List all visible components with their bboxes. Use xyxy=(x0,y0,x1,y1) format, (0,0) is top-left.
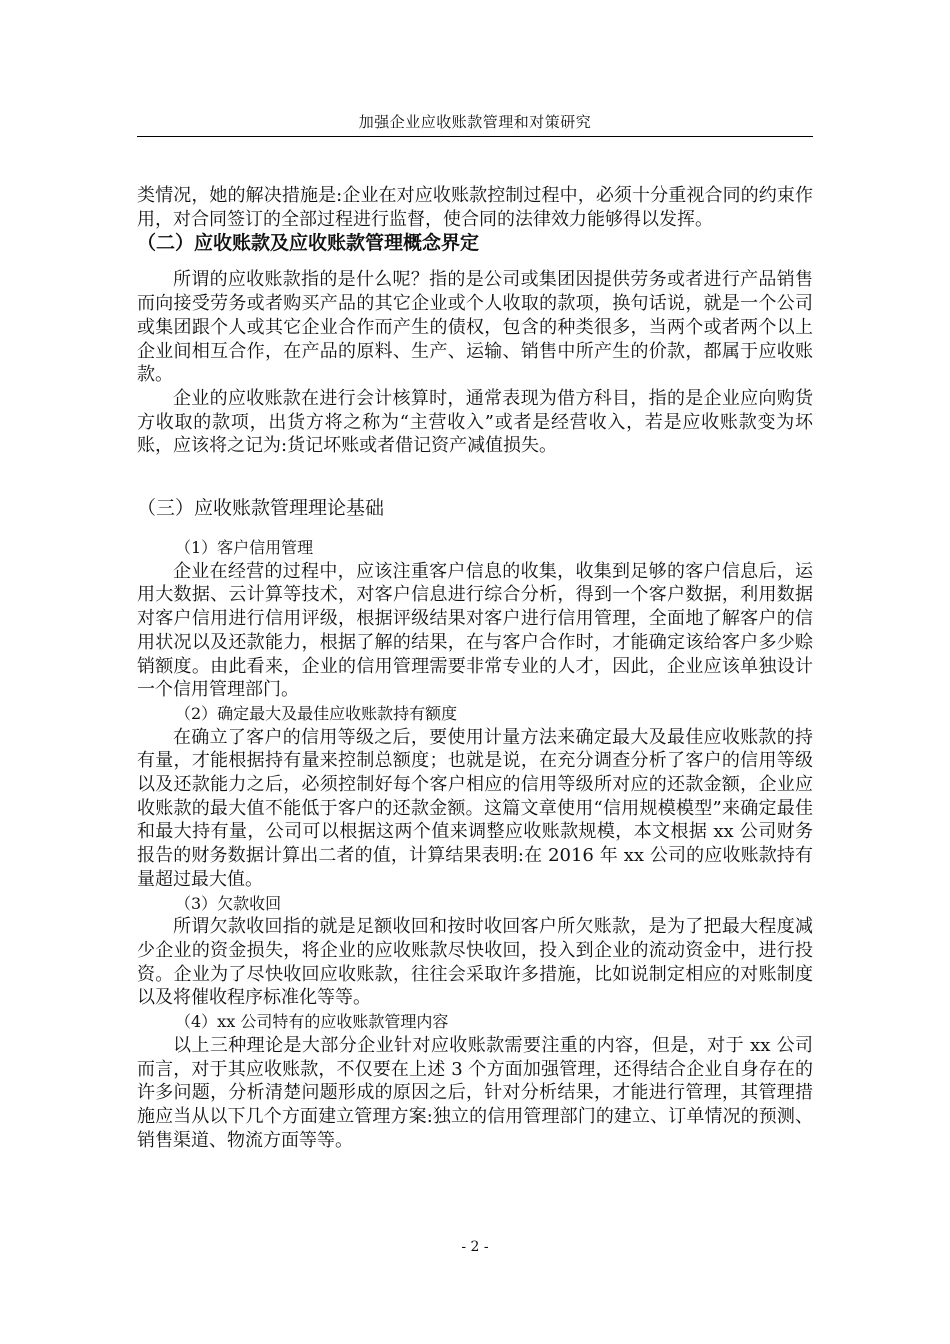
subheading-company-specific: （4）xx 公司特有的应收账款管理内容 xyxy=(175,1012,449,1032)
continued-paragraph: 类情况，她的解决措施是:企业在对应收账款控制过程中，必须十分重视合同的约束作用，对合同签订的全部过程进行监督，使合同的法律效力能够得以发挥。 xyxy=(137,185,813,230)
paragraph-receivables-accounting: 企业的应收账款在进行会计核算时，通常表现为借方科目，指的是企业应向购货方收取的款项，出货方将之称为“主营收入”或者是经营收入，若是应收账款变为坏账，应该将之记为:货记坏账或者借记资产减值损失。 xyxy=(137,387,813,457)
document-body xyxy=(137,184,813,1152)
paragraph-company-specific: 以上三种理论是大部分企业针对应收账款需要注重的内容，但是，对于 xx 公司而言，对于其应收账款，不仅要在上述 3 个方面加强管理，还得结合企业自身存在的许多问题，分析清楚问题形成的原因之后，针对分析结果，才能进行管理，其管理措施应当从以下几个方面建立管理方案:独立的信用管理部门的建立、订单情况的预测、销售渠道、物流方面等等。 xyxy=(137,1034,813,1151)
page-number: - 2 - xyxy=(461,1239,489,1255)
running-header-title: 加强企业应收账款管理和对策研究 xyxy=(358,113,592,131)
section-heading-2: （二）应收账款及应收账款管理概念界定 xyxy=(137,232,480,255)
subheading-holding-amount: （2）确定最大及最佳应收账款持有额度 xyxy=(175,703,458,723)
paragraph-holding-amount: 在确立了客户的信用等级之后，要使用计量方法来确定最大及最佳应收账款的持有量，才能根据持有量来控制总额度；也就是说，在充分调查分析了客户的信用等级以及还款能力之后，必须控制好每个客户相应的信用等级所对应的还款金额，企业应收账款的最大值不能低于客户的还款金额。这篇文章使用“信用规模模型”来确定最佳和最大持有量，公司可以根据这两个值来调整应收账款规模，本文根据 xx 公司财务报告的财务数据计算出二者的值，计算结果表明:在 2016 年 xx 公司的应收账款持有量超过最大值。 xyxy=(137,726,813,890)
paragraph-debt-recovery: 所谓欠款收回指的就是足额收回和按时收回客户所欠账款，是为了把最大程度减少企业的资金损失，将企业的应收账款尽快收回，投入到企业的流动资金中，进行投资。企业为了尽快收回应收账款，往往会采取许多措施，比如说制定相应的对账制度以及将催收程序标准化等等。 xyxy=(137,916,813,1009)
paragraph-receivables-definition: 所谓的应收账款指的是什么呢？指的是公司或集团因提供劳务或者进行产品销售而向接受劳务或者购买产品的其它企业或个人收取的款项，换句话说，就是一个公司或集团跟个人或其它企业合作而产生的债权，包含的种类很多，当两个或者两个以上企业间相互合作，在产品的原料、生产、运输、销售中所产生的价款，都属于应收账款。 xyxy=(137,269,813,386)
subheading-credit-management: （1）客户信用管理 xyxy=(175,538,314,558)
subheading-debt-recovery: （3）欠款收回 xyxy=(175,893,282,913)
paragraph-credit-management: 企业在经营的过程中，应该注重客户信息的收集，收集到足够的客户信息后，运用大数据、云计算等技术，对客户信息进行综合分析，得到一个客户数据，利用数据对客户信用进行信用评级，根据评级结果对客户进行信用管理，全面地了解客户的信用状况以及还款能力，根据了解的结果，在与客户合作时，才能确定该给客户多少赊销额度。由此看来，企业的信用管理需要非常专业的人才，因此，企业应该单独设计一个信用管理部门。 xyxy=(137,560,813,701)
section-heading-3: （三）应收账款管理理论基础 xyxy=(137,497,385,520)
header-divider xyxy=(137,136,813,137)
